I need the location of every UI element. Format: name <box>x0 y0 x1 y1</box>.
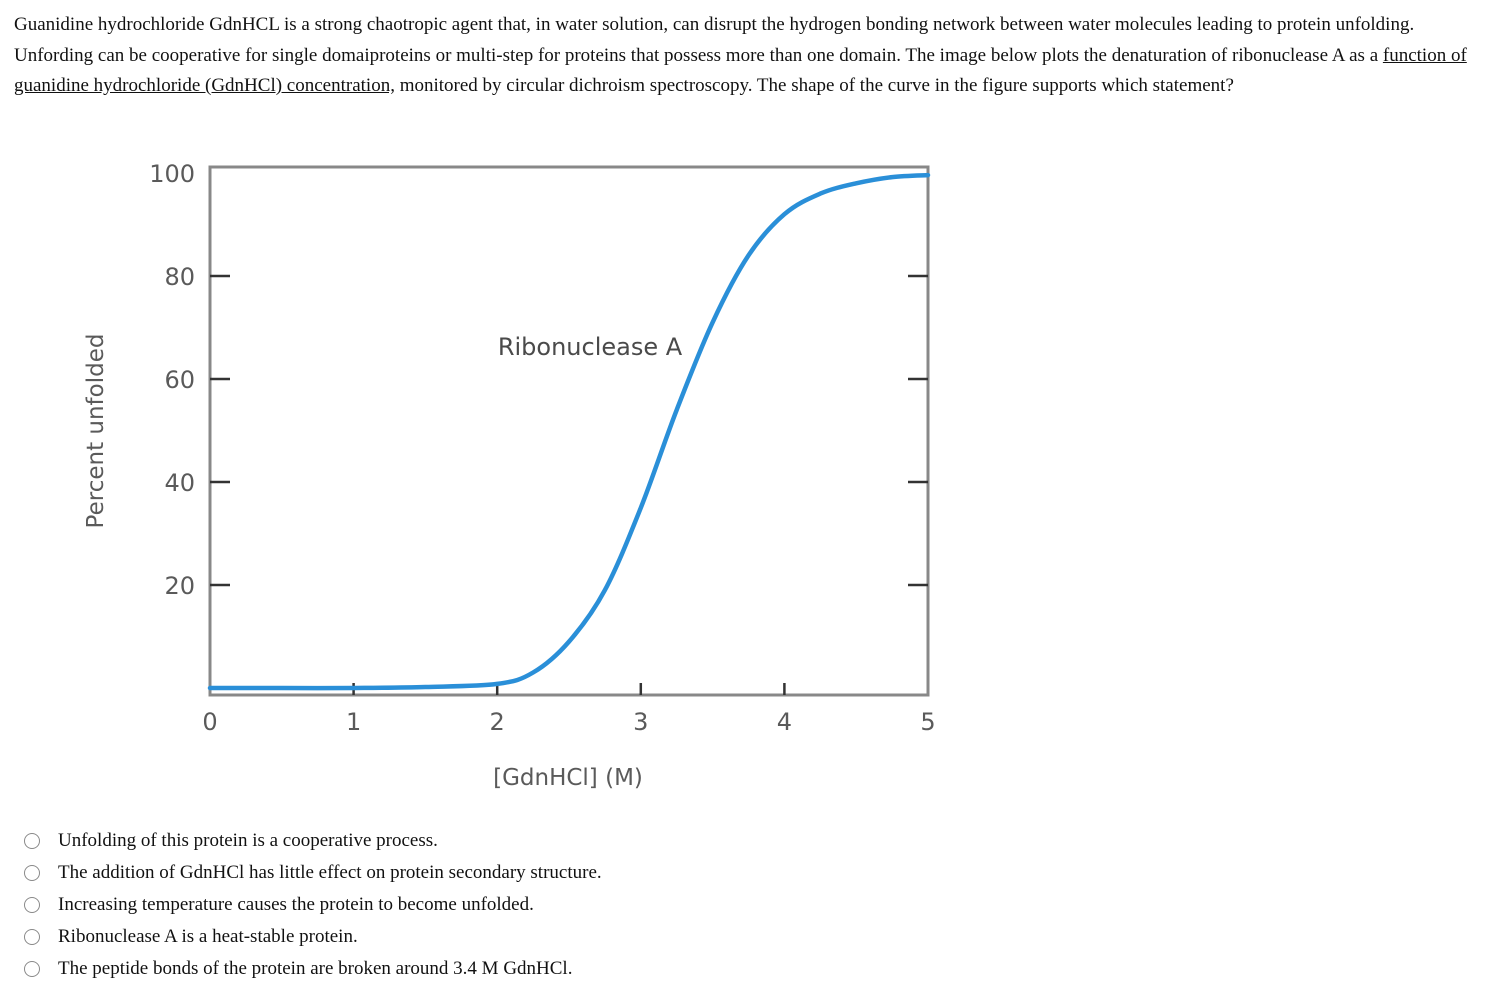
answer-option-label: Ribonuclease A is a heat-stable protein. <box>58 926 358 947</box>
x-tick-label: 3 <box>633 708 649 736</box>
answer-option-label: Increasing temperature causes the protein to become unfolded. <box>58 894 534 915</box>
answer-options <box>24 825 602 985</box>
question-link[interactable]: function of guanidine hydrochloride (GdnHCl) concentration, <box>14 44 1467 96</box>
y-tick-label: 40 <box>164 469 195 497</box>
answer-option[interactable] <box>24 953 602 985</box>
denaturation-chart <box>0 130 1000 810</box>
answer-option[interactable] <box>24 889 602 921</box>
x-tick-label: 5 <box>920 708 936 736</box>
plot-frame <box>210 167 928 695</box>
radio-button[interactable] <box>24 929 40 945</box>
question-text-part-2: monitored by circular dichroism spectroscopy. The shape of the curve in the figure supports which statement? <box>394 75 1234 96</box>
x-axis-title: [GdnHCl] (M) <box>493 765 643 791</box>
answer-option-label: The peptide bonds of the protein are broken around 3.4 M GdnHCl. <box>58 958 573 979</box>
y-tick-label: 80 <box>164 263 195 291</box>
radio-button[interactable] <box>24 833 40 849</box>
x-tick-label: 2 <box>489 708 505 736</box>
series-line-ribonuclease-a <box>210 175 928 688</box>
tick-labels <box>149 160 935 736</box>
y-axis-title: Percent unfolded <box>83 333 109 529</box>
x-tick-label: 4 <box>776 708 793 736</box>
y-tick-label: 60 <box>164 366 195 394</box>
series-label-ribonuclease-a: Ribonuclease A <box>497 333 683 361</box>
y-tick-label: 20 <box>164 572 195 600</box>
chart-container <box>0 130 1000 810</box>
answer-option-label: The addition of GdnHCl has little effect on protein secondary structure. <box>58 862 602 883</box>
answer-option[interactable] <box>24 825 602 857</box>
radio-button[interactable] <box>24 865 40 881</box>
answer-option[interactable] <box>24 921 602 953</box>
radio-button[interactable] <box>24 961 40 977</box>
radio-button[interactable] <box>24 897 40 913</box>
question-text-part-1: Guanidine hydrochloride GdnHCL is a strong chaotropic agent that, in water solution, can disrupt the hydrogen bonding network between water molecules leading to protein unfolding. Unfording can be cooperative for single domaiproteins or multi-step for proteins that possess more than one domain. The image below plots the denaturation of ribonuclease A as a <box>14 14 1415 66</box>
question-text <box>14 10 1474 102</box>
x-tick-label: 1 <box>345 708 362 736</box>
y-tick-label: 100 <box>149 160 195 188</box>
answer-option[interactable] <box>24 857 602 889</box>
x-tick-label: 0 <box>202 708 218 736</box>
answer-option-label: Unfolding of this protein is a cooperative process. <box>58 830 438 851</box>
